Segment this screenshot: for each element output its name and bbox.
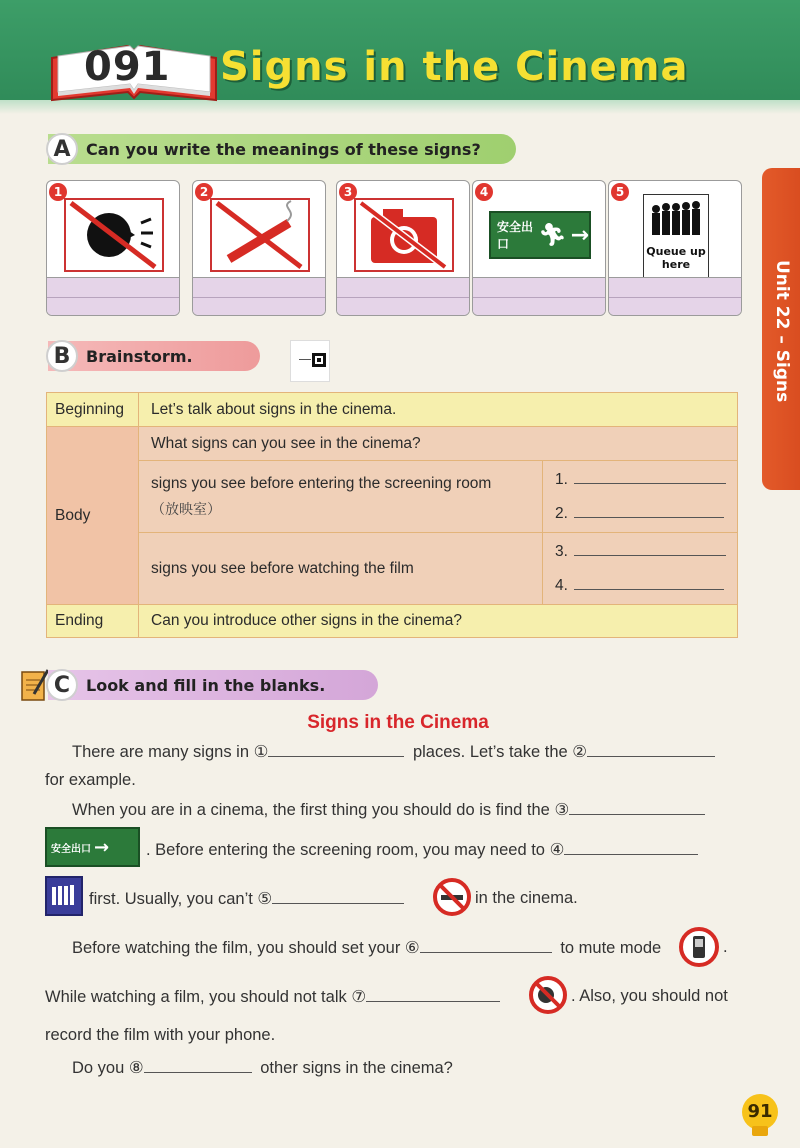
sign-answer-blank[interactable] bbox=[337, 277, 469, 316]
sign-answer-blank[interactable] bbox=[193, 277, 325, 316]
arrow-right-icon: → bbox=[570, 222, 589, 248]
exit-sign-icon: 安全出口 → bbox=[45, 827, 140, 867]
before-watching-text: signs you see before watching the film bbox=[139, 533, 543, 605]
passage-line-9: Do you ⑧ other signs in the cinema? bbox=[72, 1059, 453, 1077]
answer-cell-1-2 bbox=[543, 461, 738, 533]
answer-line-1[interactable]: 1. bbox=[555, 463, 729, 497]
no-talking-sign-icon bbox=[63, 197, 165, 273]
sign-card-2 bbox=[192, 180, 326, 316]
section-c-title: Look and fill in the blanks. bbox=[86, 675, 326, 695]
page-title: Signs in the Cinema bbox=[220, 44, 689, 90]
section-c-letter: C bbox=[46, 669, 78, 701]
before-entering-text: signs you see before entering the screening room bbox=[151, 474, 492, 492]
blank-4[interactable] bbox=[564, 841, 698, 855]
sign-card-1 bbox=[46, 180, 180, 316]
ending-label: Ending bbox=[47, 605, 139, 638]
passage-line-4: . Before entering the screening room, you may need to ④ bbox=[146, 840, 698, 860]
section-a-letter: A bbox=[46, 133, 78, 165]
mute-phone-icon bbox=[678, 926, 720, 968]
answer-line-4[interactable]: 4. bbox=[555, 569, 729, 603]
answer-line-2[interactable]: 2. bbox=[555, 497, 729, 531]
before-entering-cell bbox=[139, 461, 543, 533]
beginning-text: Let’s talk about signs in the cinema. bbox=[139, 393, 738, 427]
passage-line-5b: in the cinema. bbox=[475, 889, 578, 907]
sign-number: 5 bbox=[611, 183, 629, 201]
exit-sign-text: 安全出口 bbox=[497, 220, 534, 251]
passage-line-1: There are many signs in ① places. Let’s take the ② bbox=[72, 742, 715, 762]
ending-text: Can you introduce other signs in the cinema? bbox=[139, 605, 738, 638]
passage-line-7b: . Also, you should not bbox=[571, 987, 728, 1005]
blank-5[interactable] bbox=[272, 890, 404, 904]
queue-sign-icon bbox=[45, 876, 83, 916]
answer-cell-3-4 bbox=[543, 533, 738, 605]
queue-people-icon bbox=[648, 199, 704, 245]
no-talking-icon bbox=[528, 975, 568, 1015]
passage-line-3: When you are in a cinema, the first thing you should do is find the ③ bbox=[72, 800, 705, 820]
sign-answer-blank[interactable] bbox=[609, 277, 741, 316]
body-label: Body bbox=[47, 427, 139, 605]
passage-line-6: Before watching the film, you should set your ⑥ to mute mode bbox=[72, 939, 662, 957]
sign-answer-blank[interactable] bbox=[47, 277, 179, 316]
passage-line-5: first. Usually, you can’t ⑤ bbox=[89, 889, 404, 909]
qr-code-icon[interactable] bbox=[290, 340, 330, 382]
answer-line-3[interactable]: 3. bbox=[555, 535, 729, 569]
emergency-exit-sign-icon bbox=[489, 197, 591, 273]
lesson-number: 091 bbox=[84, 44, 171, 90]
sign-number: 1 bbox=[49, 183, 67, 201]
blank-1[interactable] bbox=[268, 743, 404, 757]
blank-2[interactable] bbox=[587, 743, 715, 757]
sign-card-4 bbox=[472, 180, 606, 316]
section-c-header bbox=[48, 670, 378, 700]
no-smoking-sign-icon bbox=[209, 197, 311, 273]
section-a-header bbox=[48, 134, 516, 164]
passage-line-2: for example. bbox=[45, 771, 136, 789]
passage-line-8: record the film with your phone. bbox=[45, 1026, 276, 1044]
section-a-instruction: Can you write the meanings of these signs? bbox=[86, 139, 481, 159]
section-b-letter: B bbox=[46, 340, 78, 372]
section-b-header bbox=[48, 341, 260, 371]
beginning-label: Beginning bbox=[47, 393, 139, 427]
sign-number: 3 bbox=[339, 183, 357, 201]
blank-6[interactable] bbox=[420, 939, 552, 953]
sign-number: 4 bbox=[475, 183, 493, 201]
sign-card-3 bbox=[336, 180, 470, 316]
queue-sign-text: Queue up here bbox=[646, 245, 706, 271]
brainstorm-table bbox=[46, 392, 738, 638]
running-man-icon: 🏃︎ bbox=[538, 222, 567, 248]
sign-answer-blank[interactable] bbox=[473, 277, 605, 316]
blank-7[interactable] bbox=[366, 988, 500, 1002]
sign-card-5 bbox=[608, 180, 742, 316]
queue-up-sign-icon bbox=[625, 197, 727, 273]
passage-line-6-end: . bbox=[723, 938, 728, 956]
blank-8[interactable] bbox=[144, 1059, 252, 1073]
no-camera-sign-icon bbox=[353, 197, 455, 273]
passage-line-7: While watching a film, you should not talk ⑦ bbox=[45, 987, 500, 1007]
page-number: 91 bbox=[747, 1101, 773, 1122]
section-b-title: Brainstorm. bbox=[86, 346, 193, 366]
screening-room-chinese: （放映室） bbox=[151, 501, 221, 518]
blank-3[interactable] bbox=[569, 801, 705, 815]
unit-side-tab-label: Unit 22 – Signs bbox=[772, 259, 792, 403]
no-smoking-icon bbox=[432, 877, 472, 917]
body-question: What signs can you see in the cinema? bbox=[139, 427, 738, 461]
passage-title: Signs in the Cinema bbox=[307, 712, 489, 733]
sign-number: 2 bbox=[195, 183, 213, 201]
